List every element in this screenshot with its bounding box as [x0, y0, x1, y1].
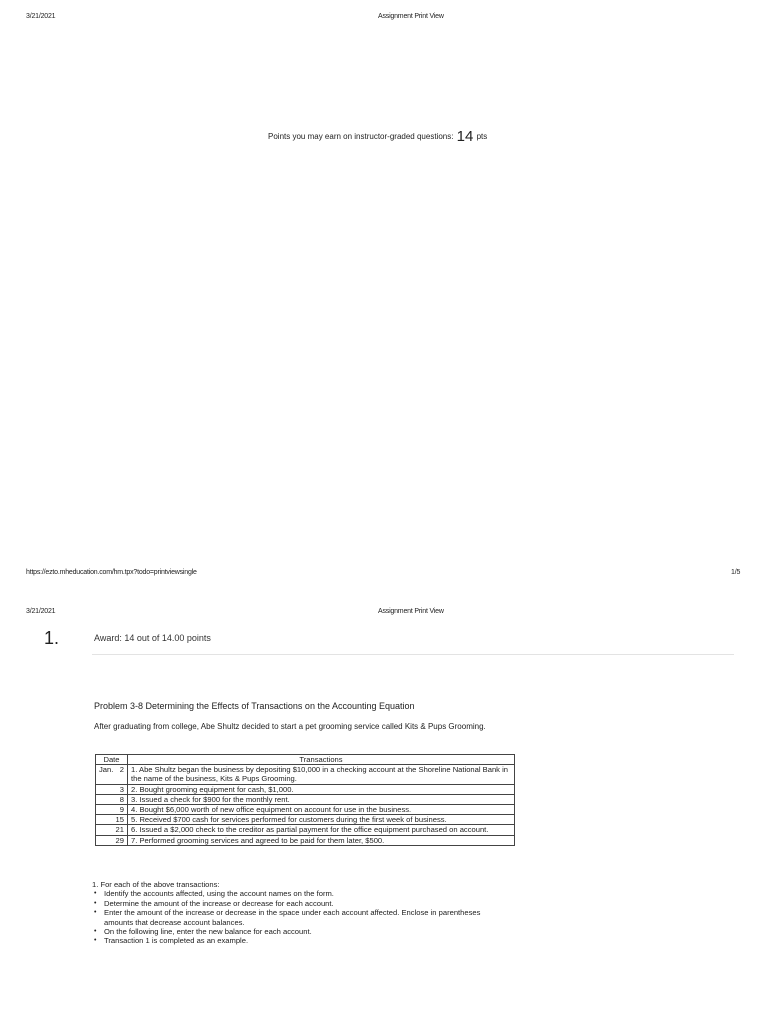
table-row [96, 765, 515, 784]
instruction-item [92, 899, 504, 908]
table-row [96, 784, 515, 794]
problem-intro: After graduating from college, Abe Shultz decided to start a pet grooming service called Kits & Pups Grooming. [94, 722, 486, 731]
instruction-item [92, 927, 504, 936]
instruction-text: Determine the amount of the increase or decrease for each account. [104, 898, 334, 908]
table-row [96, 835, 515, 845]
transaction-cell: 1. Abe Shultz began the business by depositing $10,000 in a checking account at the Shoreline National Bank in the name of the business, Kits & Pups Grooming. [128, 765, 515, 784]
award-text: Award: 14 out of 14.00 points [94, 633, 211, 643]
bullet-icon: • [94, 899, 97, 907]
date-cell [96, 825, 128, 835]
bullet-icon: • [94, 890, 97, 898]
date-cell [96, 815, 128, 825]
print-date: 3/21/2021 [26, 13, 56, 20]
table-row [96, 815, 515, 825]
points-summary [268, 128, 487, 145]
instruction-text: Transaction 1 is completed as an example. [104, 936, 249, 946]
divider [92, 654, 734, 655]
footer-url[interactable]: https://ezto.mheducation.com/hm.tpx?todo=printviewsingle [26, 569, 197, 576]
date-cell [96, 805, 128, 815]
table-header-transactions: Transactions [128, 755, 515, 765]
transaction-cell: 7. Performed grooming services and agreed to be paid for them later, $500. [128, 835, 515, 845]
date-cell [96, 794, 128, 804]
date-day: 3 [119, 784, 124, 794]
transaction-cell: 4. Bought $6,000 worth of new office equipment on account for use in the business. [128, 805, 515, 815]
date-month: Jan. [99, 765, 114, 775]
instruction-text: On the following line, enter the new balance for each account. [104, 927, 312, 937]
bullet-icon: • [94, 928, 97, 936]
transaction-cell: 3. Issued a check for $900 for the monthly rent. [128, 794, 515, 804]
instruction-text: Identify the accounts affected, using the account names on the form. [104, 889, 334, 899]
date-cell [96, 784, 128, 794]
date-cell [96, 765, 128, 784]
transaction-cell: 6. Issued a $2,000 check to the creditor as partial payment for the office equipment purchased on account. [128, 825, 515, 835]
bullet-icon: • [94, 937, 97, 945]
print-date: 3/21/2021 [26, 608, 56, 615]
instruction-item [92, 936, 504, 945]
points-suffix: pts [476, 132, 488, 141]
points-prefix: Points you may earn on instructor-graded questions: [268, 132, 454, 141]
instructions [92, 880, 504, 946]
transactions-table [95, 754, 515, 846]
points-value: 14 [456, 128, 474, 145]
date-day: 21 [115, 825, 124, 835]
instruction-item [92, 908, 504, 927]
table-row [96, 825, 515, 835]
instruction-item [92, 889, 504, 898]
table-header-row [96, 755, 515, 765]
print-header-title: Assignment Print View [378, 13, 444, 20]
date-day: 29 [115, 835, 124, 845]
table-row [96, 805, 515, 815]
transaction-cell: 2. Bought grooming equipment for cash, $1,000. [128, 784, 515, 794]
question-number: 1. [44, 628, 60, 648]
instruction-text: Enter the amount of the increase or decrease in the space under each account affected. Enclose in parentheses amounts that decrease account balances. [104, 908, 481, 927]
date-day: 8 [119, 794, 124, 804]
transaction-cell: 5. Received $700 cash for services performed for customers during the first week of business. [128, 815, 515, 825]
instructions-lead: 1. For each of the above transactions: [92, 880, 220, 889]
date-day: 9 [119, 805, 124, 815]
instructions-list [92, 889, 504, 945]
date-day: 15 [115, 815, 124, 825]
date-cell [96, 835, 128, 845]
problem-title: Problem 3-8 Determining the Effects of Transactions on the Accounting Equation [94, 701, 415, 711]
print-header-title: Assignment Print View [378, 608, 444, 615]
bullet-icon: • [94, 909, 97, 917]
table-row [96, 794, 515, 804]
table-header-date: Date [96, 755, 128, 765]
date-day: 2 [119, 765, 124, 775]
page-number: 1/5 [731, 569, 741, 576]
